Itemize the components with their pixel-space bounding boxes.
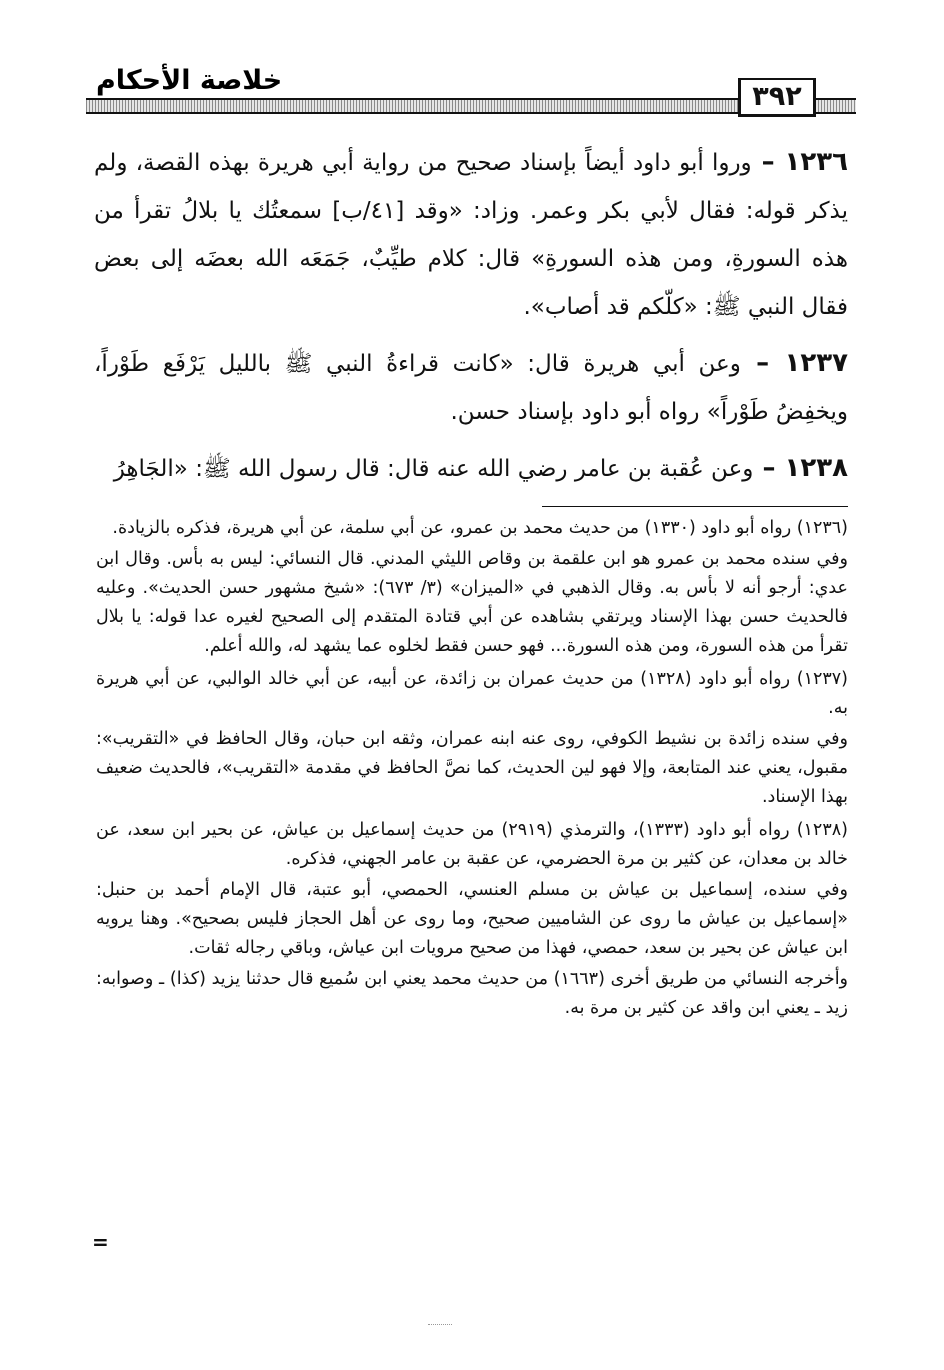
bottom-mark [428, 1324, 452, 1325]
hadith-paragraph: ١٢٣٧ – وعن أبي هريرة قال: «كانت قراءةُ النبي ﷺ بالليل يَرْفَع طَوْراً، ويخفِضُ طَوْراً» رواه أبو داود بإسناد حسن. [94, 348, 848, 425]
footnote-text: رواه أبو داود (١٣٣٣)، والترمذي (٢٩١٩) من حديث إسماعيل بن عياش، عن بحير ابن سعد، عن خالد بن معدان، عن كثير بن مرة الحضرمي، عن عقبة بن عامر الجهني، فذكره. [96, 820, 848, 869]
footnote [96, 665, 848, 812]
hadith-text: وروا أبو داود أيضاً بإسناد صحيح من رواية أبي هريرة بهذه القصة، ولم يذكر قوله: فقال لأبي بكر وعمر. وزاد: «وقد [٤١/ب] سمعتُك يا بلالُ تقرأ من هذه السورةِ، ومن هذه السورةِ» قال: كلام طيِّبٌ، جَمَعَه الله بعضَه إلى بعض فقال النبي ﷺ: «كلّكم قد أصاب». [94, 150, 849, 320]
footnote-paragraph [96, 665, 848, 723]
footnote [96, 816, 848, 1023]
footnote [96, 514, 848, 661]
page-number: ٣٩٢ [738, 78, 816, 117]
footnote-text: رواه أبو داود (١٣٣٠) من حديث محمد بن عمرو، عن أبي سلمة، عن أبي هريرة، فذكره بالزيادة. [112, 518, 792, 538]
hadith-text: وعن أبي هريرة قال: «كانت قراءةُ النبي ﷺ بالليل يَرْفَع طَوْراً، ويخفِضُ طَوْراً» رواه أبو داود بإسناد حسن. [94, 351, 848, 425]
hadith-text: وعن عُقبة بن عامر رضي الله عنه قال: قال رسول الله ﷺ: «الجَاهِرُ [113, 456, 754, 482]
footnotes [96, 514, 848, 1027]
footnote-paragraph [96, 514, 848, 543]
footnote-paragraph: وفي سنده زائدة بن نشيط الكوفي، روى عنه ابنه عمران، وثقه ابن حبان، وقال الحافظ في «التقريب»: مقبول، يعني عند المتابعة، وإلا فهو لين الحديث، كما نصَّ الحافظ في مقدمة «التقريب»، فالحديث ضعيف بهذا الإسناد. [96, 729, 848, 807]
book-title: خلاصة الأحكام [96, 65, 283, 96]
hadith-number: ١٢٣٧ [784, 348, 848, 378]
footnote-text: رواه أبو داود (١٣٢٨) من حديث عمران بن زائدة، عن أبيه، عن أبي خالد الوالبي، عن أبي هريرة به. [96, 669, 848, 718]
continuation-mark: = [92, 1230, 109, 1254]
footnote-number: (١٢٣٦) [796, 518, 848, 538]
footnote-paragraph: وفي سنده محمد بن عمرو هو ابن علقمة بن وقاص الليثي المدني. قال النسائي: ليس به بأس. وقال ابن عدي: أرجو أنه لا بأس به. وقال الذهبي في «الميزان» (٣/ ٦٧٣): «شيخ مشهور حسن الحديث». وعليه فالحديث حسن بهذا الإسناد ويرتقي بشاهده عن أبي قتادة المتقدم إلى الصحيح لغيره عدا قوله: يا بلال تقرأ من هذه السورة، ومن هذه السورة... فهو حسن فقط لخلوه عما يشهد له، والله أعلم. [96, 549, 848, 656]
footnote-number: (١٢٣٨) [796, 820, 848, 840]
main-text [94, 138, 848, 501]
hadith-paragraph: ١٢٣٦ – وروا أبو داود أيضاً بإسناد صحيح من رواية أبي هريرة بهذه القصة، ولم يذكر قوله: فقال لأبي بكر وعمر. وزاد: «وقد [٤١/ب] سمعتُك يا بلالُ تقرأ من هذه السورةِ، ومن هذه السورةِ» قال: كلام طيِّبٌ، جَمَعَه الله بعضَه إلى بعض فقال النبي ﷺ: «كلّكم قد أصاب». [94, 147, 849, 320]
footnote-separator [542, 506, 848, 507]
hadith-number: ١٢٣٦ [784, 147, 848, 177]
footnote-paragraph: وفي سنده، إسماعيل بن عياش بن مسلم العنسي، الحمصي، أبو عتبة، قال الإمام أحمد بن حنبل: «إسماعيل بن عياش ما روى عن الشاميين صحيح، وما روى عن أهل الحجاز فليس بصحيح». وهنا يرويه ابن عياش عن بحير بن سعد، حمصي، فهذا من صحيح مرويات ابن عياش، وباقي رجاله ثقات. [96, 880, 848, 958]
footnote-number: (١٢٣٧) [796, 669, 848, 689]
footnote-paragraph: وأخرجه النسائي من طريق أخرى (١٦٦٣) من حديث محمد يعني ابن سُميع قال حدثنا يزيد (كذا) ـ وصوابه: زيد ـ يعني ابن واقد عن كثير بن مرة به. [96, 969, 849, 1018]
running-header [86, 64, 856, 124]
hadith-paragraph: ١٢٣٨ – وعن عُقبة بن عامر رضي الله عنه قال: قال رسول الله ﷺ: «الجَاهِرُ [113, 453, 848, 483]
footnote-paragraph [96, 816, 848, 874]
hadith-number: ١٢٣٨ [784, 453, 848, 483]
